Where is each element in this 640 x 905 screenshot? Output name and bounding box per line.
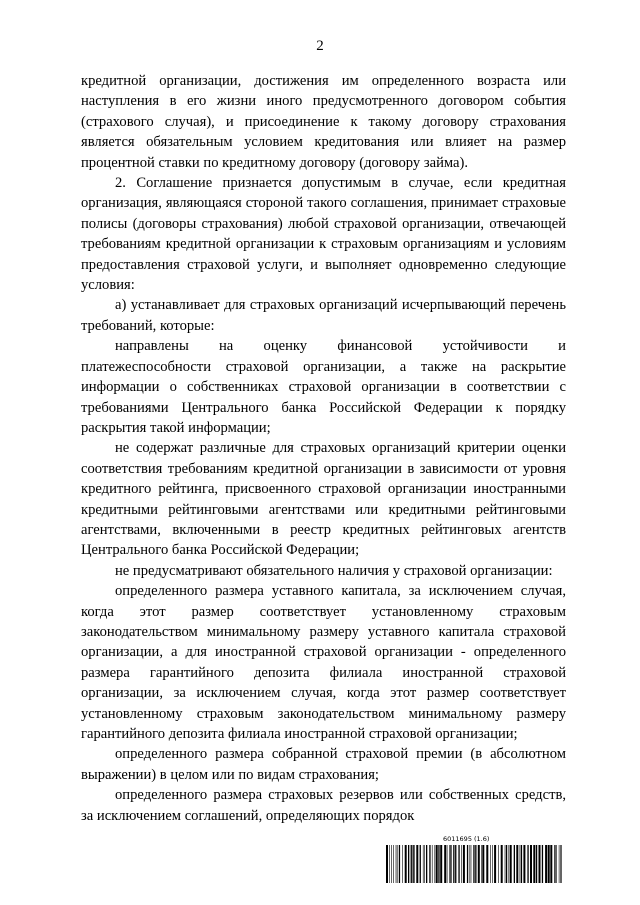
barcode-block [385, 835, 563, 885]
paragraph-5: не содержат различные для страховых организаций критерии оценки соответствия требованиям кредитной организации в зависимости от уровня кредитного рейтинга, присвоенного страховой организации иностранными кредитными рейтинговыми агентствами или кредитными рейтинговыми агентствами, включенными в реестр кредитных рейтинговых агентств Центрального банка Российской Федерации; [81, 440, 566, 559]
paragraph-6: не предусматривают обязательного наличия у страховой организации: [115, 562, 553, 579]
barcode-code: 6011695 (1.6) [443, 835, 490, 843]
paragraph-7: определенного размера уставного капитала, за исключением случая, когда этот размер соответствует установленному страховым законодательством минимальному размеру уставного капитала страховой организации, а для иностранной страховой организации - определенного размера гарантийного депозита филиала иностранной страховой организации, за исключением случая, когда этот размер соответствует установленному страховым законодательством минимальному размеру гарантийного депозита филиала иностранной страховой организации; [81, 583, 566, 742]
page-number: 2 [316, 38, 324, 54]
barcode-icon [385, 845, 563, 883]
paragraph-9: определенного размера страховых резервов или собственных средств, за исключением соглашений, определяющих порядок [81, 787, 566, 824]
paragraph-8: определенного размера собранной страховой премии (в абсолютном выражении) в целом или по видам страхования; [81, 746, 566, 783]
paragraph-1: кредитной организации, достижения им определенного возраста или наступления в его жизни иного предусмотренного договором события (страхового случая), и присоединение к такому договору страхования является обязательным условием кредитования или влияет на размер процентной ставки по кредитному договору (договору займа). [81, 73, 566, 171]
paragraph-2: 2. Соглашение признается допустимым в случае, если кредитная организация, являющаяся стороной такого соглашения, принимает страховые полисы (договоры страхования) любой страховой организации, отвечающей требованиям кредитной организации к страховым организациям и условиям предоставления страховой услуги, и выполняет одновременно следующие условия: [81, 175, 566, 294]
paragraph-4: направлены на оценку финансовой устойчивости и платежеспособности страховой организации, а также на раскрытие информации о собственниках страховой организации в соответствии с требованиями Центрального банка Российской Федерации к порядку раскрытия такой информации; [81, 338, 566, 436]
paragraph-3: а) устанавливает для страховых организаций исчерпывающий перечень требований, которые: [81, 297, 566, 334]
document-body [81, 71, 566, 826]
